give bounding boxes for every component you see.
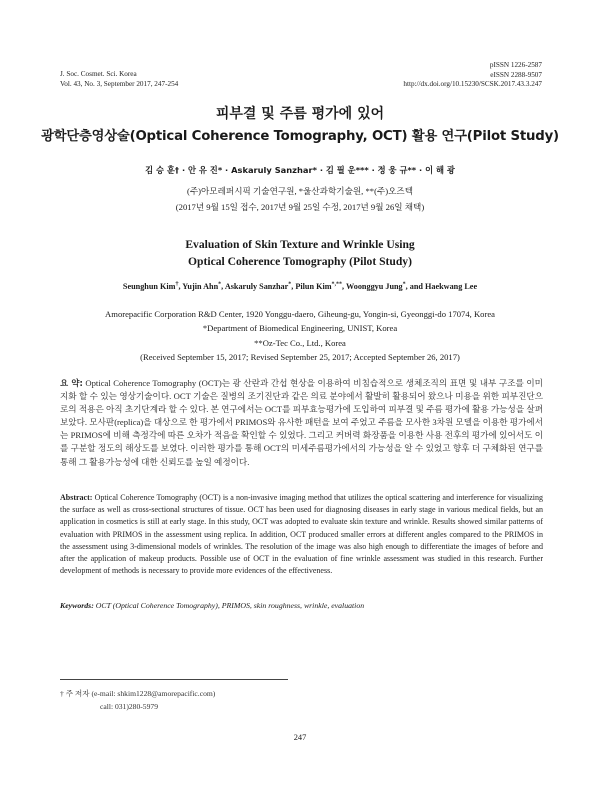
english-affiliation-2: *Department of Biomedical Engineering, UNIST, Korea: [202, 323, 398, 333]
journal-volume: Vol. 43, No. 3, September 2017, 247-254: [60, 79, 179, 88]
author-name: Woonggyu Jung: [346, 282, 403, 291]
korean-affiliation: (주)아모레퍼시픽 기술연구원, *울산과학기술원, **(주)오즈텍: [186, 186, 414, 196]
english-authors: Seunghun Kim†, Yujin Ahn*, Askaruly Sanzhar*, Pilun Kim*,**, Woonggyu Jung*, and Haekwang Lee: [122, 281, 478, 291]
author-mark: *,**: [331, 281, 343, 288]
keywords-label: Keywords:: [60, 601, 94, 610]
korean-abstract-text: Optical Coherence Tomography (OCT)는 광 산란과 간섭 현상을 이용하여 비침습적으로 생체조직의 표면 및 내부 구조를 이미지화 할 수 있는 영상기술이다. OCT 기술은 질병의 조기진단과 같은 의료 분야에서 활발히 활용되어 왔으나 미용을 위한 피부진단으로의 적용은 아직 초기단계라 할 수 있다. 본 연구에서는 OCT를 피부효능평가에 도입하여 피부결 및 주름 평가에 활용 가능성을 살펴보았다. 모사판(replica)을 대상으로 한 평가에서 PRIMOS와 유사한 패턴을 보여 주었고 주름을 모사한 3차원 모델을 이용한 평가에서는 PRIMOS에 비해 측정각에 따른 오차가 적음을 확인할 수 있었다. 그리고 커버력 화장품을 이용한 사용 전후의 평가에 있어서도 이를 구분할 정도의 해상도를 보였다. 이러한 평가를 통해 OCT의 미세주름평가에서의 가능성을 알 수 있었고 향후 더 구체화된 연구를 통해 그 활용가능성에 대한 신뢰도를 높일 예정이다.: [60, 378, 543, 467]
korean-abstract-label: 요 약:: [60, 378, 83, 388]
author-mark: *: [218, 281, 222, 288]
author-mark: †: [175, 281, 179, 288]
author-name: Seunghun Kim: [122, 282, 176, 291]
author-name: Yujin Ahn: [182, 282, 219, 291]
footnote-phone: call: 031)280-5979: [100, 702, 158, 711]
journal-header-left: [60, 70, 178, 89]
footnote-email: † 주 저자 (e-mail: shkim1228@amorepacific.com): [60, 689, 216, 698]
english-affiliation-3: **Oz-Tec Co., Ltd., Korea: [254, 338, 346, 348]
author-name: Askaruly Sanzhar: [224, 282, 289, 291]
author-mark: *: [288, 281, 292, 288]
author-name: Haekwang Lee: [425, 282, 478, 291]
korean-received: (2017년 9월 15일 접수, 2017년 9월 25일 수정, 2017년 9월 26일 채택): [175, 202, 425, 212]
english-abstract-label: Abstract:: [60, 493, 93, 502]
korean-authors: 김 승 훈† · 안 유 진* · Askaruly Sanzhar* · 김 필 운*** · 정 웅 규** · 이 해 광: [145, 165, 455, 175]
page-number: 247: [293, 733, 307, 742]
journal-name: J. Soc. Cosmet. Sci. Korea: [60, 70, 137, 78]
keywords-text: OCT (Optical Coherence Tomography), PRIMOS, skin roughness, wrinkle, evaluation: [95, 601, 365, 610]
korean-title-line1: 피부결 및 주름 평가에 있어: [215, 106, 385, 122]
korean-title-line2: 광학단층영상술(Optical Coherence Tomography, OCT) 활용 연구(Pilot Study): [41, 129, 559, 144]
korean-abstract: [60, 377, 543, 469]
author-mark: *: [402, 281, 406, 288]
english-title-line2: Optical Coherence Tomography (Pilot Study): [188, 255, 412, 268]
english-affiliation-1: Amorepacific Corporation R&D Center, 1920 Yonggu-daero, Giheung-gu, Yongin-si, Gyeonggi-do 17074, Korea: [105, 309, 495, 319]
eissn: eISSN 2288-9507: [490, 70, 542, 79]
english-abstract-text: Optical Coherence Tomography (OCT) is a non-invasive imaging method that utilizes the optical scattering and interference for visualizing the surface as well as cross-sectional structures of tissue. OCT has been used for diagnosing diseases in early stage in various medical fields, but an application in cosmetics is still at early stage. In this study, OCT was adopted to evaluate skin texture and wrinkle. Results showed similar patterns of evaluation with PRIMOS in the assessment using replica. In addition, OCT produced smaller errors at different angles compared to the PRIMOS in the assessment using 3-dimensional models of wrinkles. The resolution of the image was also high enough to differentiate the images of before and after the application of makeup products. Possible use of OCT in the evaluation of fine wrinkle assessment was studied in this research. Further development of methods is necessary to provide more evidences of the effectiveness.: [60, 493, 543, 576]
keywords: [60, 601, 543, 610]
author-name: Pilun Kim: [295, 282, 332, 291]
english-title-line1: Evaluation of Skin Texture and Wrinkle Using: [185, 238, 415, 251]
english-abstract: [60, 492, 543, 577]
pissn: pISSN 1226-2587: [489, 61, 542, 69]
footnote-divider: [60, 679, 288, 680]
received-dates: (Received September 15, 2017; Revised September 25, 2017; Accepted September 26, 2017): [140, 352, 460, 362]
journal-header-right: [403, 61, 542, 90]
doi-link[interactable]: http://dx.doi.org/10.15230/SCSK.2017.43.3.247: [403, 80, 542, 88]
footnote: [60, 687, 215, 713]
